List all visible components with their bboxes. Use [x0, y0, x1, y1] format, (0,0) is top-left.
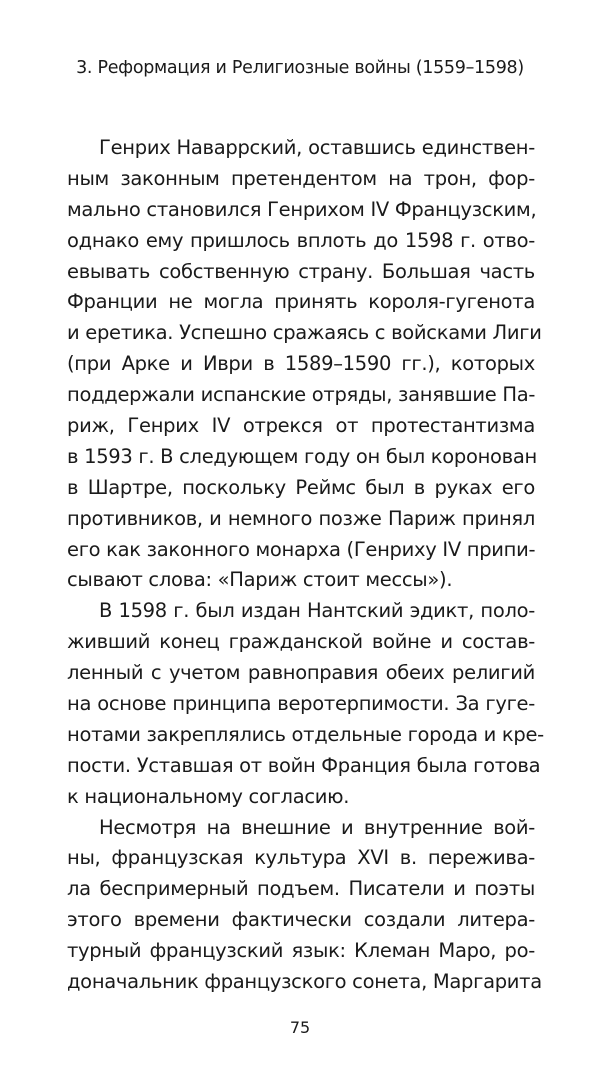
text-line: евывать собственную страну. Большая часть — [67, 259, 535, 283]
text-line: турный французский язык: Клеман Маро, ро- — [67, 939, 535, 963]
text-line: ным законным претендентом на трон, фор- — [67, 166, 535, 190]
paragraph — [67, 133, 542, 596]
text-line: его как законного монарха (Генриху IV припи- — [67, 537, 536, 561]
text-line: в Шартре, поскольку Реймс был в руках его — [67, 475, 535, 499]
paragraph — [67, 596, 544, 812]
text-line: риж, Генрих IV отрекся от протестантизма — [67, 414, 535, 438]
text-line: к национальному согласию. — [67, 784, 350, 808]
text-line: Генрих Наваррский, оставшись единствен- — [99, 136, 535, 159]
paragraph — [67, 813, 542, 998]
text-line: живший конец гражданской войне и состав- — [67, 630, 535, 654]
text-line: ленный с учетом равноправия обеих религий — [67, 661, 535, 685]
body-text — [67, 133, 544, 998]
text-line: Франции не могла принять короля-гугенота — [67, 290, 535, 314]
text-line: этого времени фактически создали литера- — [67, 908, 535, 932]
text-line: пости. Уставшая от войн Франция была готова — [67, 753, 541, 777]
text-line: в 1593 г. В следующем году он был коронован — [67, 444, 537, 468]
text-line: В 1598 г. был издан Нантский эдикт, поло- — [99, 599, 535, 623]
text-line: на основе принципа веротерпимости. За гуге- — [67, 692, 535, 716]
text-line: и еретика. Успешно сражаясь с войсками Лиги — [67, 321, 542, 345]
text-line: доначальник французского сонета, Маргарита — [67, 970, 542, 994]
text-line: поддержали испанские отряды, занявшие Па- — [67, 383, 536, 407]
text-line: противников, и немного позже Париж принял — [67, 506, 535, 530]
text-line: сывают слова: «Париж стоит мессы»). — [67, 568, 453, 592]
text-line: (при Арке и Иври в 1589–1590 гг.), которых — [67, 352, 535, 376]
page-number: 75 — [289, 1018, 311, 1037]
text-line: мально становился Генрихом IV Французским, — [67, 197, 537, 221]
text-line: однако ему пришлось вплоть до 1598 г. отво- — [67, 228, 535, 252]
running-header: 3. Реформация и Религиозные войны (1559–1598) — [76, 58, 524, 78]
text-line: нотами закреплялись отдельные города и кре- — [67, 722, 544, 746]
text-line: ны, французская культура XVI в. пережива- — [67, 846, 535, 870]
text-line: Несмотря на внешние и внутренние вой- — [99, 815, 535, 839]
text-line: ла беспримерный подъем. Писатели и поэты — [67, 877, 535, 901]
